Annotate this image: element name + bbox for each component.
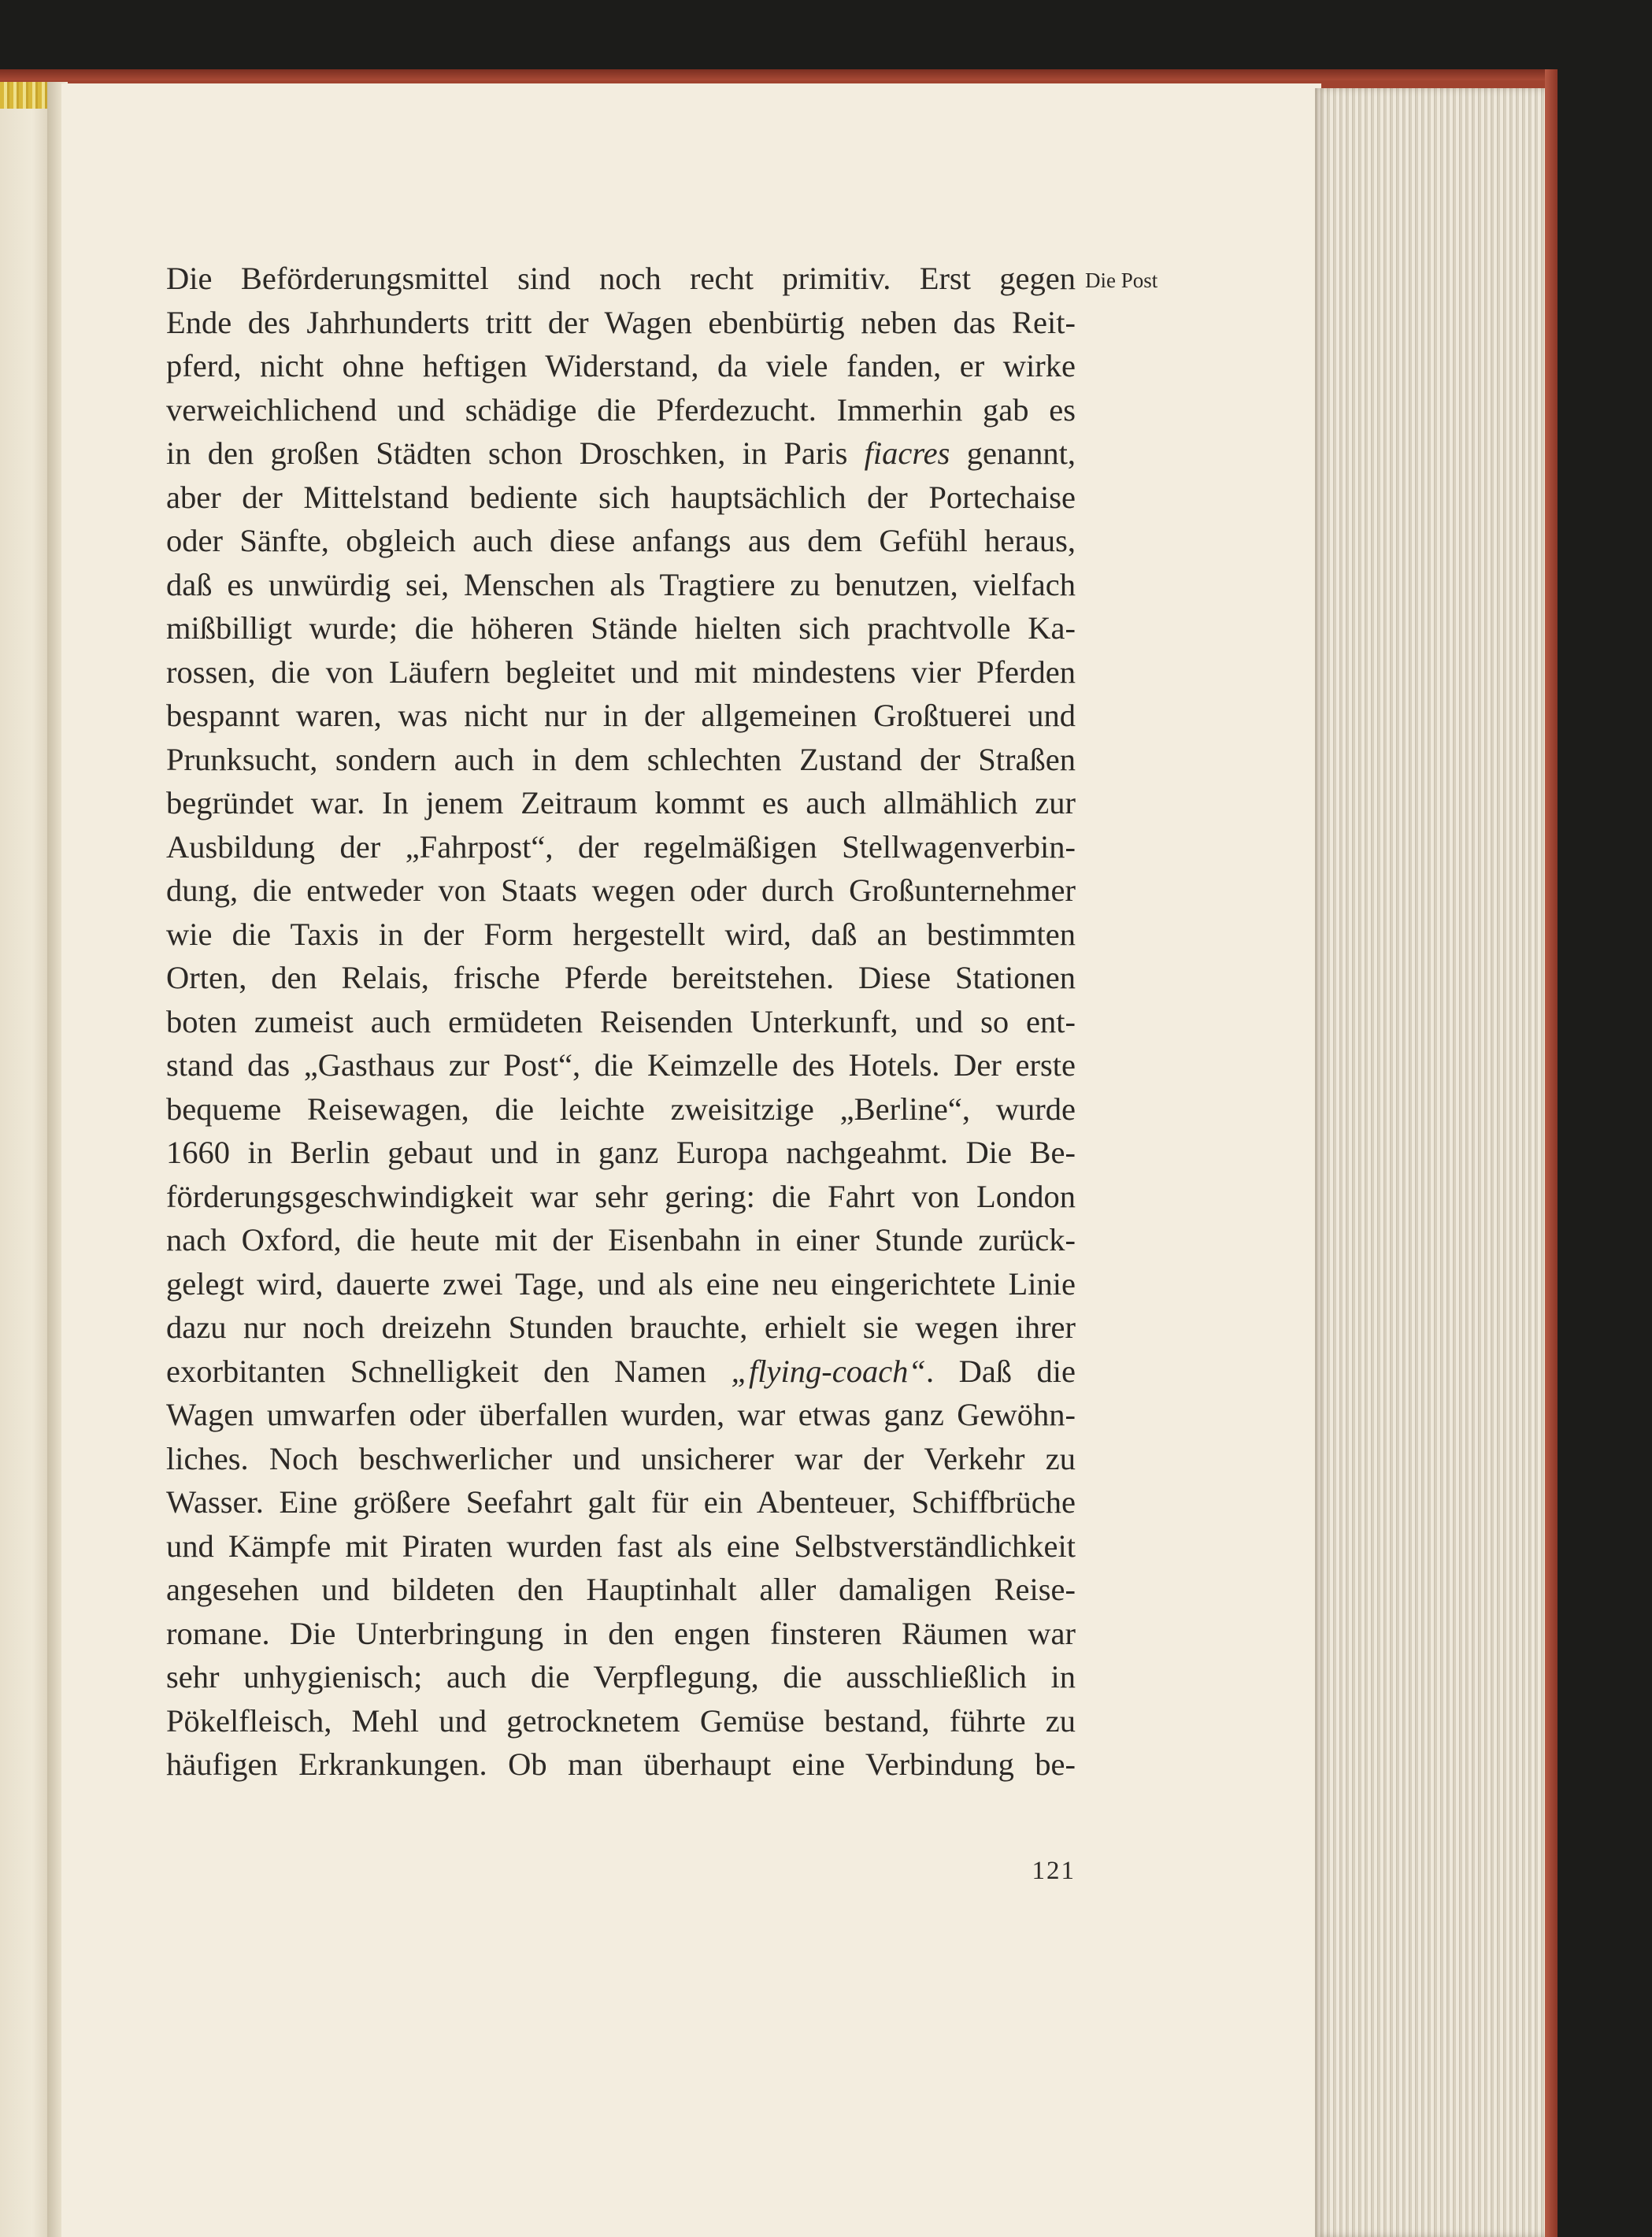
text-line: dazu nur noch dreizehn Stunden brauchte, erhielt sie wegen ihrer <box>166 1309 1076 1345</box>
text-line: förderungsgeschwindigkeit war sehr gering: die Fahrt von London <box>166 1178 1076 1214</box>
left-page-edge <box>0 82 54 2237</box>
italic-term: fiacres <box>864 435 950 471</box>
text-line: Wasser. Eine größere Seefahrt galt für ein Abenteuer, Schiffbrüche <box>166 1484 1076 1520</box>
text-line: pferd, nicht ohne heftigen Widerstand, da viele fanden, er wirke <box>166 348 1076 383</box>
body-text <box>166 257 1076 1787</box>
headband <box>0 82 54 109</box>
text-line: Die Beförderungsmittel sind noch recht primitiv. Erst gegen <box>166 261 1076 296</box>
text-line: mißbilligt wurde; die höheren Stände hielten sich prachtvolle Ka- <box>166 610 1076 646</box>
text-line: dung, die entweder von Staats wegen oder durch Großunternehmer <box>166 872 1076 908</box>
text-line: nach Oxford, die heute mit der Eisenbahn in einer Stunde zurück- <box>166 1222 1076 1257</box>
text-line: häufigen Erkrankungen. Ob man überhaupt eine Verbindung be- <box>166 1746 1076 1782</box>
text-line: oder Sänfte, obgleich auch diese anfangs aus dem Gefühl heraus, <box>166 523 1076 558</box>
text-line: aber der Mittelstand bediente sich hauptsächlich der Portechaise <box>166 479 1076 515</box>
cover-right-edge <box>1545 69 1558 2237</box>
page-number: 121 <box>1032 1857 1076 1885</box>
text-line: Prunksucht, sondern auch in dem schlechten Zustand der Straßen <box>166 741 1076 777</box>
cover-top-edge <box>0 69 1558 80</box>
text-line: Ausbildung der „Fahrpost“, der regelmäßigen Stellwagenverbin- <box>166 828 1076 865</box>
text-line: verweichlichend und schädige die Pferdezucht. Immerhin gab es <box>166 391 1076 428</box>
text-line: begründet war. In jenem Zeitraum kommt es auch allmählich zur <box>166 785 1076 820</box>
text-line: und Kämpfe mit Piraten wurden fast als eine Selbstverständlichkeit <box>166 1528 1076 1564</box>
text-line: angesehen und bildeten den Hauptinhalt aller damaligen Reise- <box>166 1572 1076 1607</box>
text-line: liches. Noch beschwerlicher und unsicherer war der Verkehr zu <box>166 1440 1076 1476</box>
text-segment: genannt, <box>966 435 1076 471</box>
text-line <box>166 1350 1076 1394</box>
text-line: Ende des Jahrhunderts tritt der Wagen ebenbürtig neben das Reit- <box>166 304 1076 340</box>
margin-note: Die Post <box>1085 269 1158 292</box>
page-leaves-edge <box>1315 88 1551 2237</box>
text-line: rossen, die von Läufern begleitet und mit mindestens vier Pferden <box>166 654 1076 690</box>
text-line: 1660 in Berlin gebaut und in ganz Europa nachgeahmt. Die Be- <box>166 1135 1076 1170</box>
text-line: Pökelfleisch, Mehl und getrocknetem Gemüse bestand, führte zu <box>166 1702 1076 1739</box>
text-line: daß es unwürdig sei, Menschen als Tragtiere zu benutzen, vielfach <box>166 566 1076 602</box>
text-line <box>166 431 1076 476</box>
text-line: Orten, den Relais, frische Pferde bereitstehen. Diese Stationen <box>166 960 1076 995</box>
text-line: gelegt wird, dauerte zwei Tage, und als eine neu eingerichtete Linie <box>166 1265 1076 1302</box>
text-line: bespannt waren, was nicht nur in der allgemeinen Großtuerei und <box>166 698 1076 733</box>
text-segment: in den großen Städten schon Droschken, in Paris <box>166 435 848 471</box>
text-line: romane. Die Unterbringung in den engen finsteren Räumen war <box>166 1615 1076 1651</box>
text-line: Wagen umwarfen oder überfallen wurden, war etwas ganz Gewöhn- <box>166 1397 1076 1432</box>
text-line: stand das „Gasthaus zur Post“, die Keimzelle des Hotels. Der erste <box>166 1047 1076 1083</box>
italic-term: „flying-coach“ <box>731 1353 926 1389</box>
text-line: wie die Taxis in der Form hergestellt wird, daß an bestimmten <box>166 916 1076 952</box>
text-line: boten zumeist auch ermüdeten Reisenden Unterkunft, und so ent- <box>166 1003 1076 1039</box>
text-line: sehr unhygienisch; auch die Verpflegung, die ausschließlich in <box>166 1659 1076 1694</box>
text-line: bequeme Reisewagen, die leichte zweisitzige „Berline“, wurde <box>166 1091 1076 1127</box>
text-segment: exorbitanten Schnelligkeit den Namen <box>166 1353 706 1389</box>
text-segment: . Daß die <box>925 1353 1076 1389</box>
